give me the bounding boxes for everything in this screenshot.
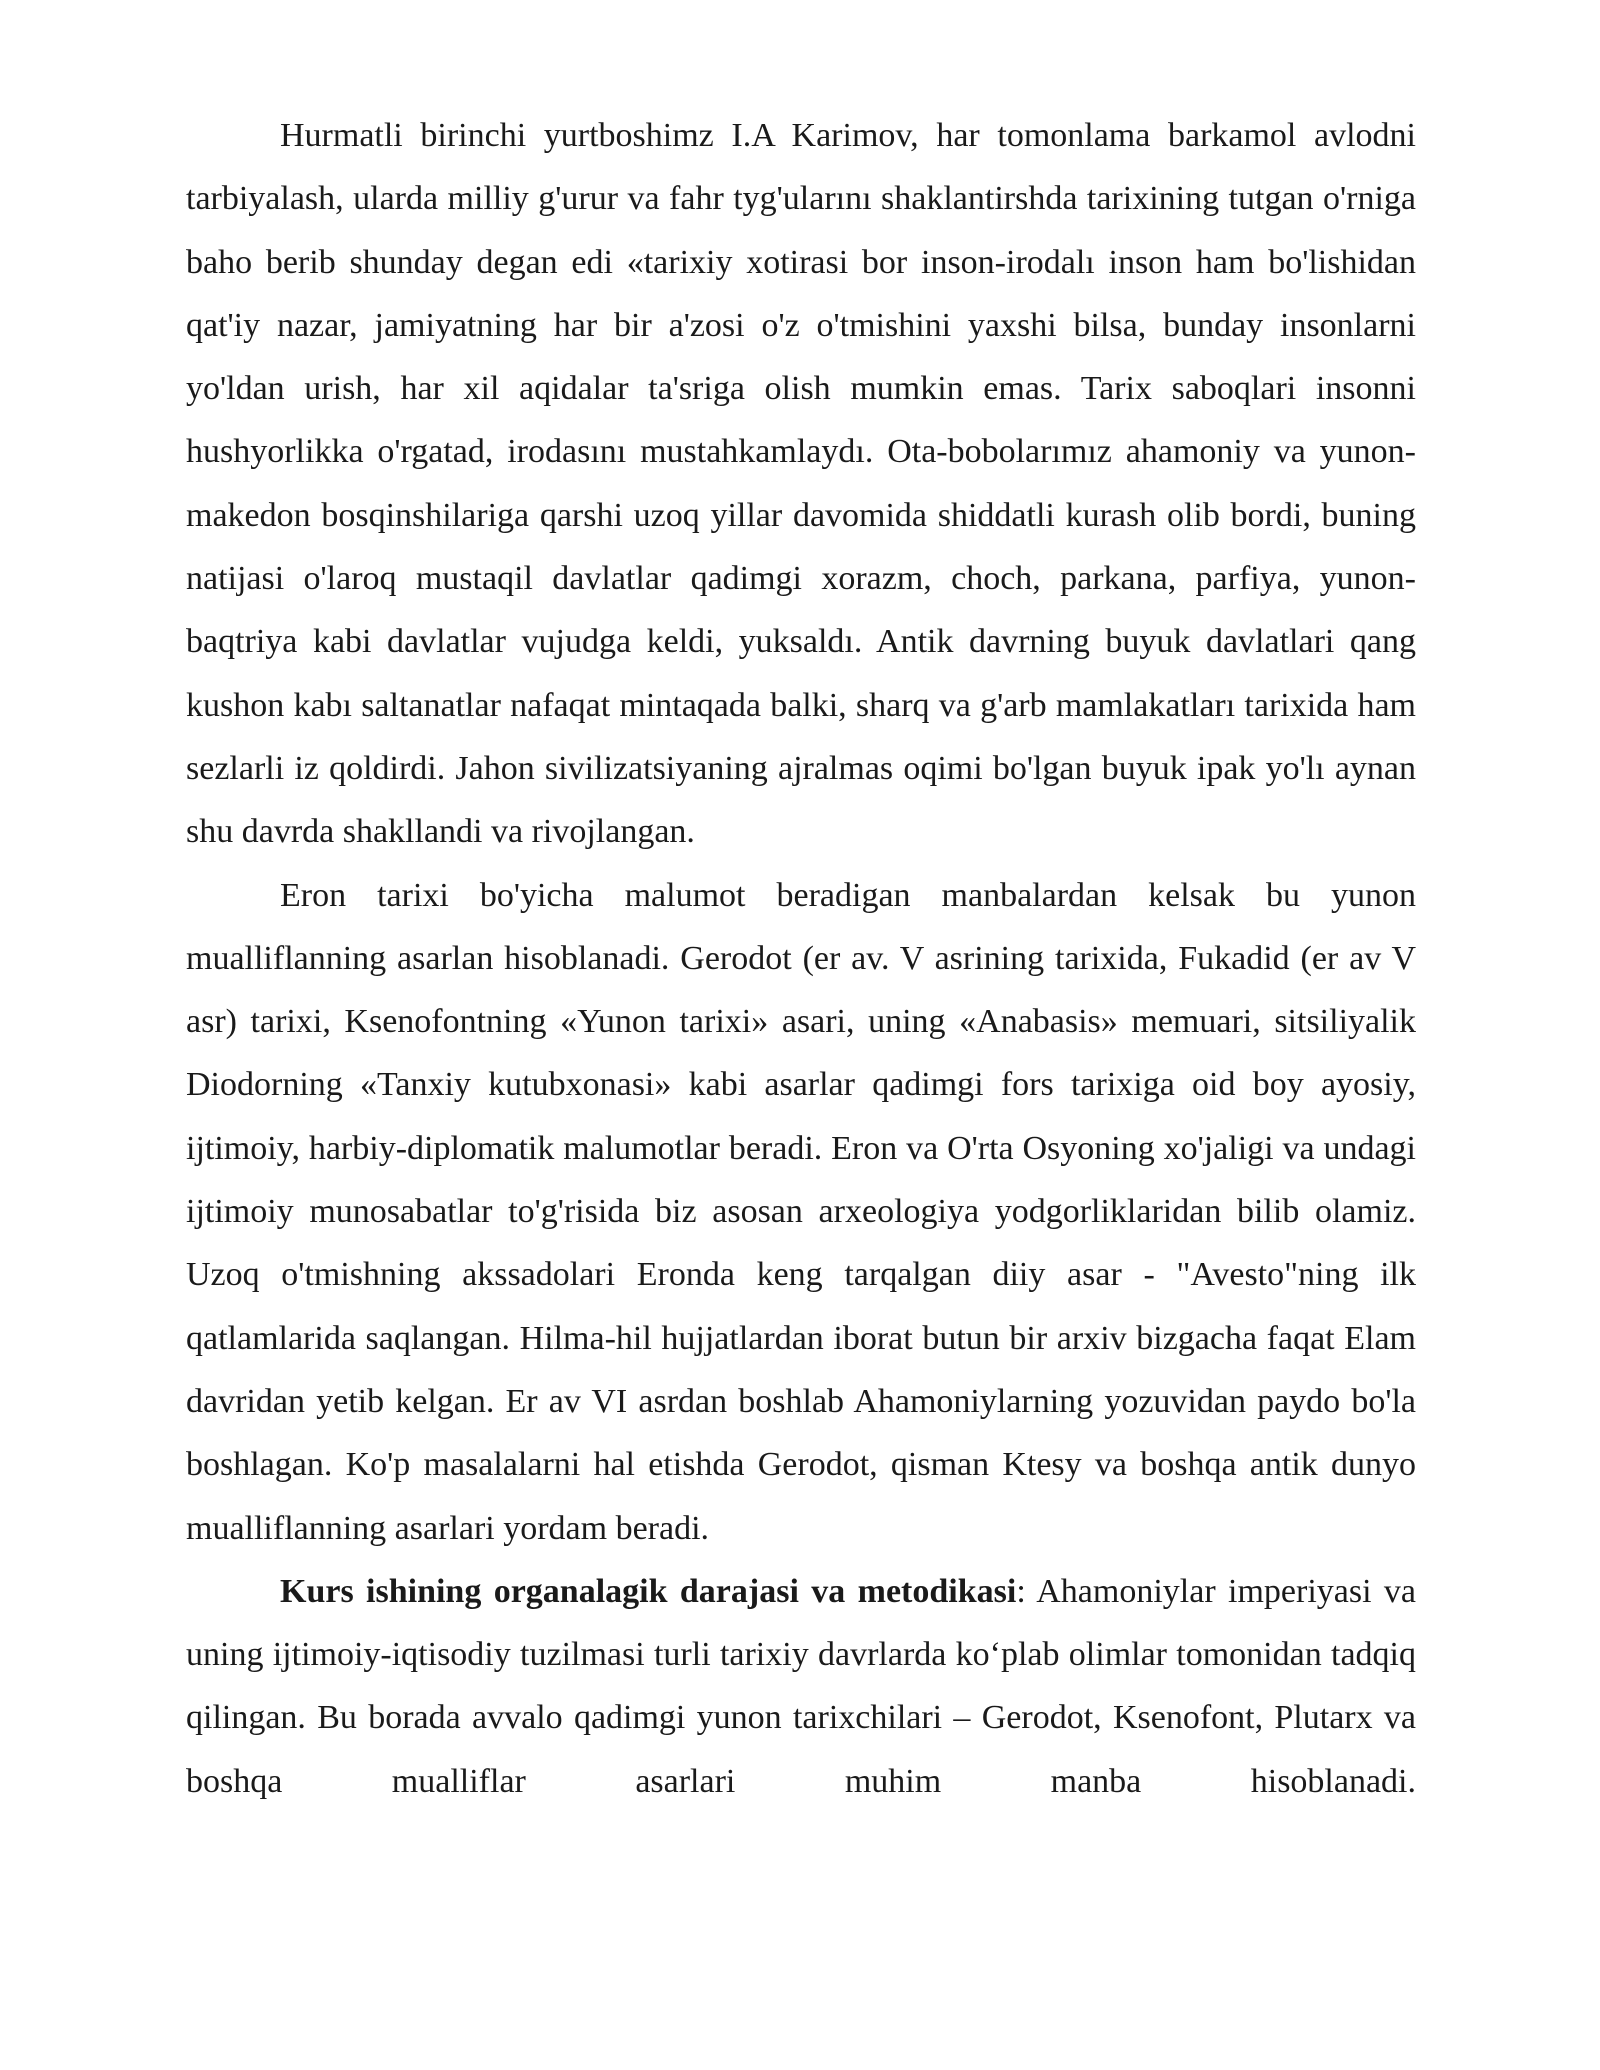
paragraph-course-methodology bbox=[186, 1560, 1416, 1813]
paragraph-methodology-text: : Ahamoniylar imperiyasi va uning ijtimoiy-iqtisodiy tuzilmasi turli tarixiy davrlarda ko‘plab olimlar tomonidan tadqiq qilingan. Bu borada avvalo qadimgi yunon tarixchilari – Gerodot, Ksenofont, Plutarx va boshqa mualliflar asarlari muhim manba hisoblanadi. bbox=[186, 1572, 1416, 1800]
section-heading-inline: Kurs ishining organalagik darajasi va metodikasi bbox=[280, 1572, 1017, 1610]
paragraph-karimov-quote: Hurmatli birinchi yurtboshimz I.A Karimov, har tomonlama barkamol avlodni tarbiyalash, ularda milliy g'urur va fahr tyg'ularını shaklantirshda tarixining tutgan o'rniga baho berib shunday degan edi «tarixiy xotirasi bor inson-irodalı inson ham bo'lishidan qat'iy nazar, jamiyatning har bir a'zosi o'z o'tmishini yaxshi bilsa, bunday insonlarni yo'ldan urish, har xil aqidalar ta'sriga olish mumkin emas. Tarix saboqlari insonni hushyorlikka o'rgatad, irodasını mustahkamlaydı. Ota-bobolarımız ahamoniy va yunon-makedon bosqinshilariga qarshi uzoq yillar davomida shiddatli kurash olib bordi, buning natijasi o'laroq mustaqil davlatlar qadimgi xorazm, choch, parkana, parfiya, yunon-baqtriya kabi davlatlar vujudga keldi, yuksaldı. Antik davrning buyuk davlatlari qang kushon kabı saltanatlar nafaqat mintaqada balki, sharq va g'arb mamlakatları tarixida ham sezlarli iz qoldirdi. Jahon sivilizatsiyaning ajralmas oqimi bo'lgan buyuk ipak yo'lı aynan shu davrda shakllandi va rivojlangan. bbox=[186, 117, 1416, 851]
paragraph-eron-sources: Eron tarixi bo'yicha malumot beradigan manbalardan kelsak bu yunon mualliflanning asarlan hisoblanadi. Gerodot (er av. V asrining tarixida, Fukadid (er av V asr) tarixi, Ksenofontning «Yunon tarixi» asari, uning «Anabasis» memuari, sitsiliyalik Diodorning «Tanxiy kutubxonasi» kabi asarlar qadimgi fors tarixiga oid boy ayosiy, ijtimoiy, harbiy-diplomatik malumotlar beradi. Eron va O'rta Osyoning xo'jaligi va undagi ijtimoiy munosabatlar to'g'risida biz asosan arxeologiya yodgorliklaridan bilib olamiz. Uzoq o'tmishning akssadolari Eronda keng tarqalgan diiy asar - "Avesto"ning ilk qatlamlarida saqlangan. Hilma-hil hujjatlardan iborat butun bir arxiv bizgacha faqat Elam davridan yetib kelgan. Er av VI asrdan boshlab Ahamoniylarning yozuvidan paydo bo'la boshlagan. Ko'p masalalarni hal etishda Gerodot, qisman Ktesy va boshqa antik dunyo mualliflanning asarlari yordam beradi. bbox=[186, 876, 1416, 1547]
document-body bbox=[186, 104, 1416, 1813]
